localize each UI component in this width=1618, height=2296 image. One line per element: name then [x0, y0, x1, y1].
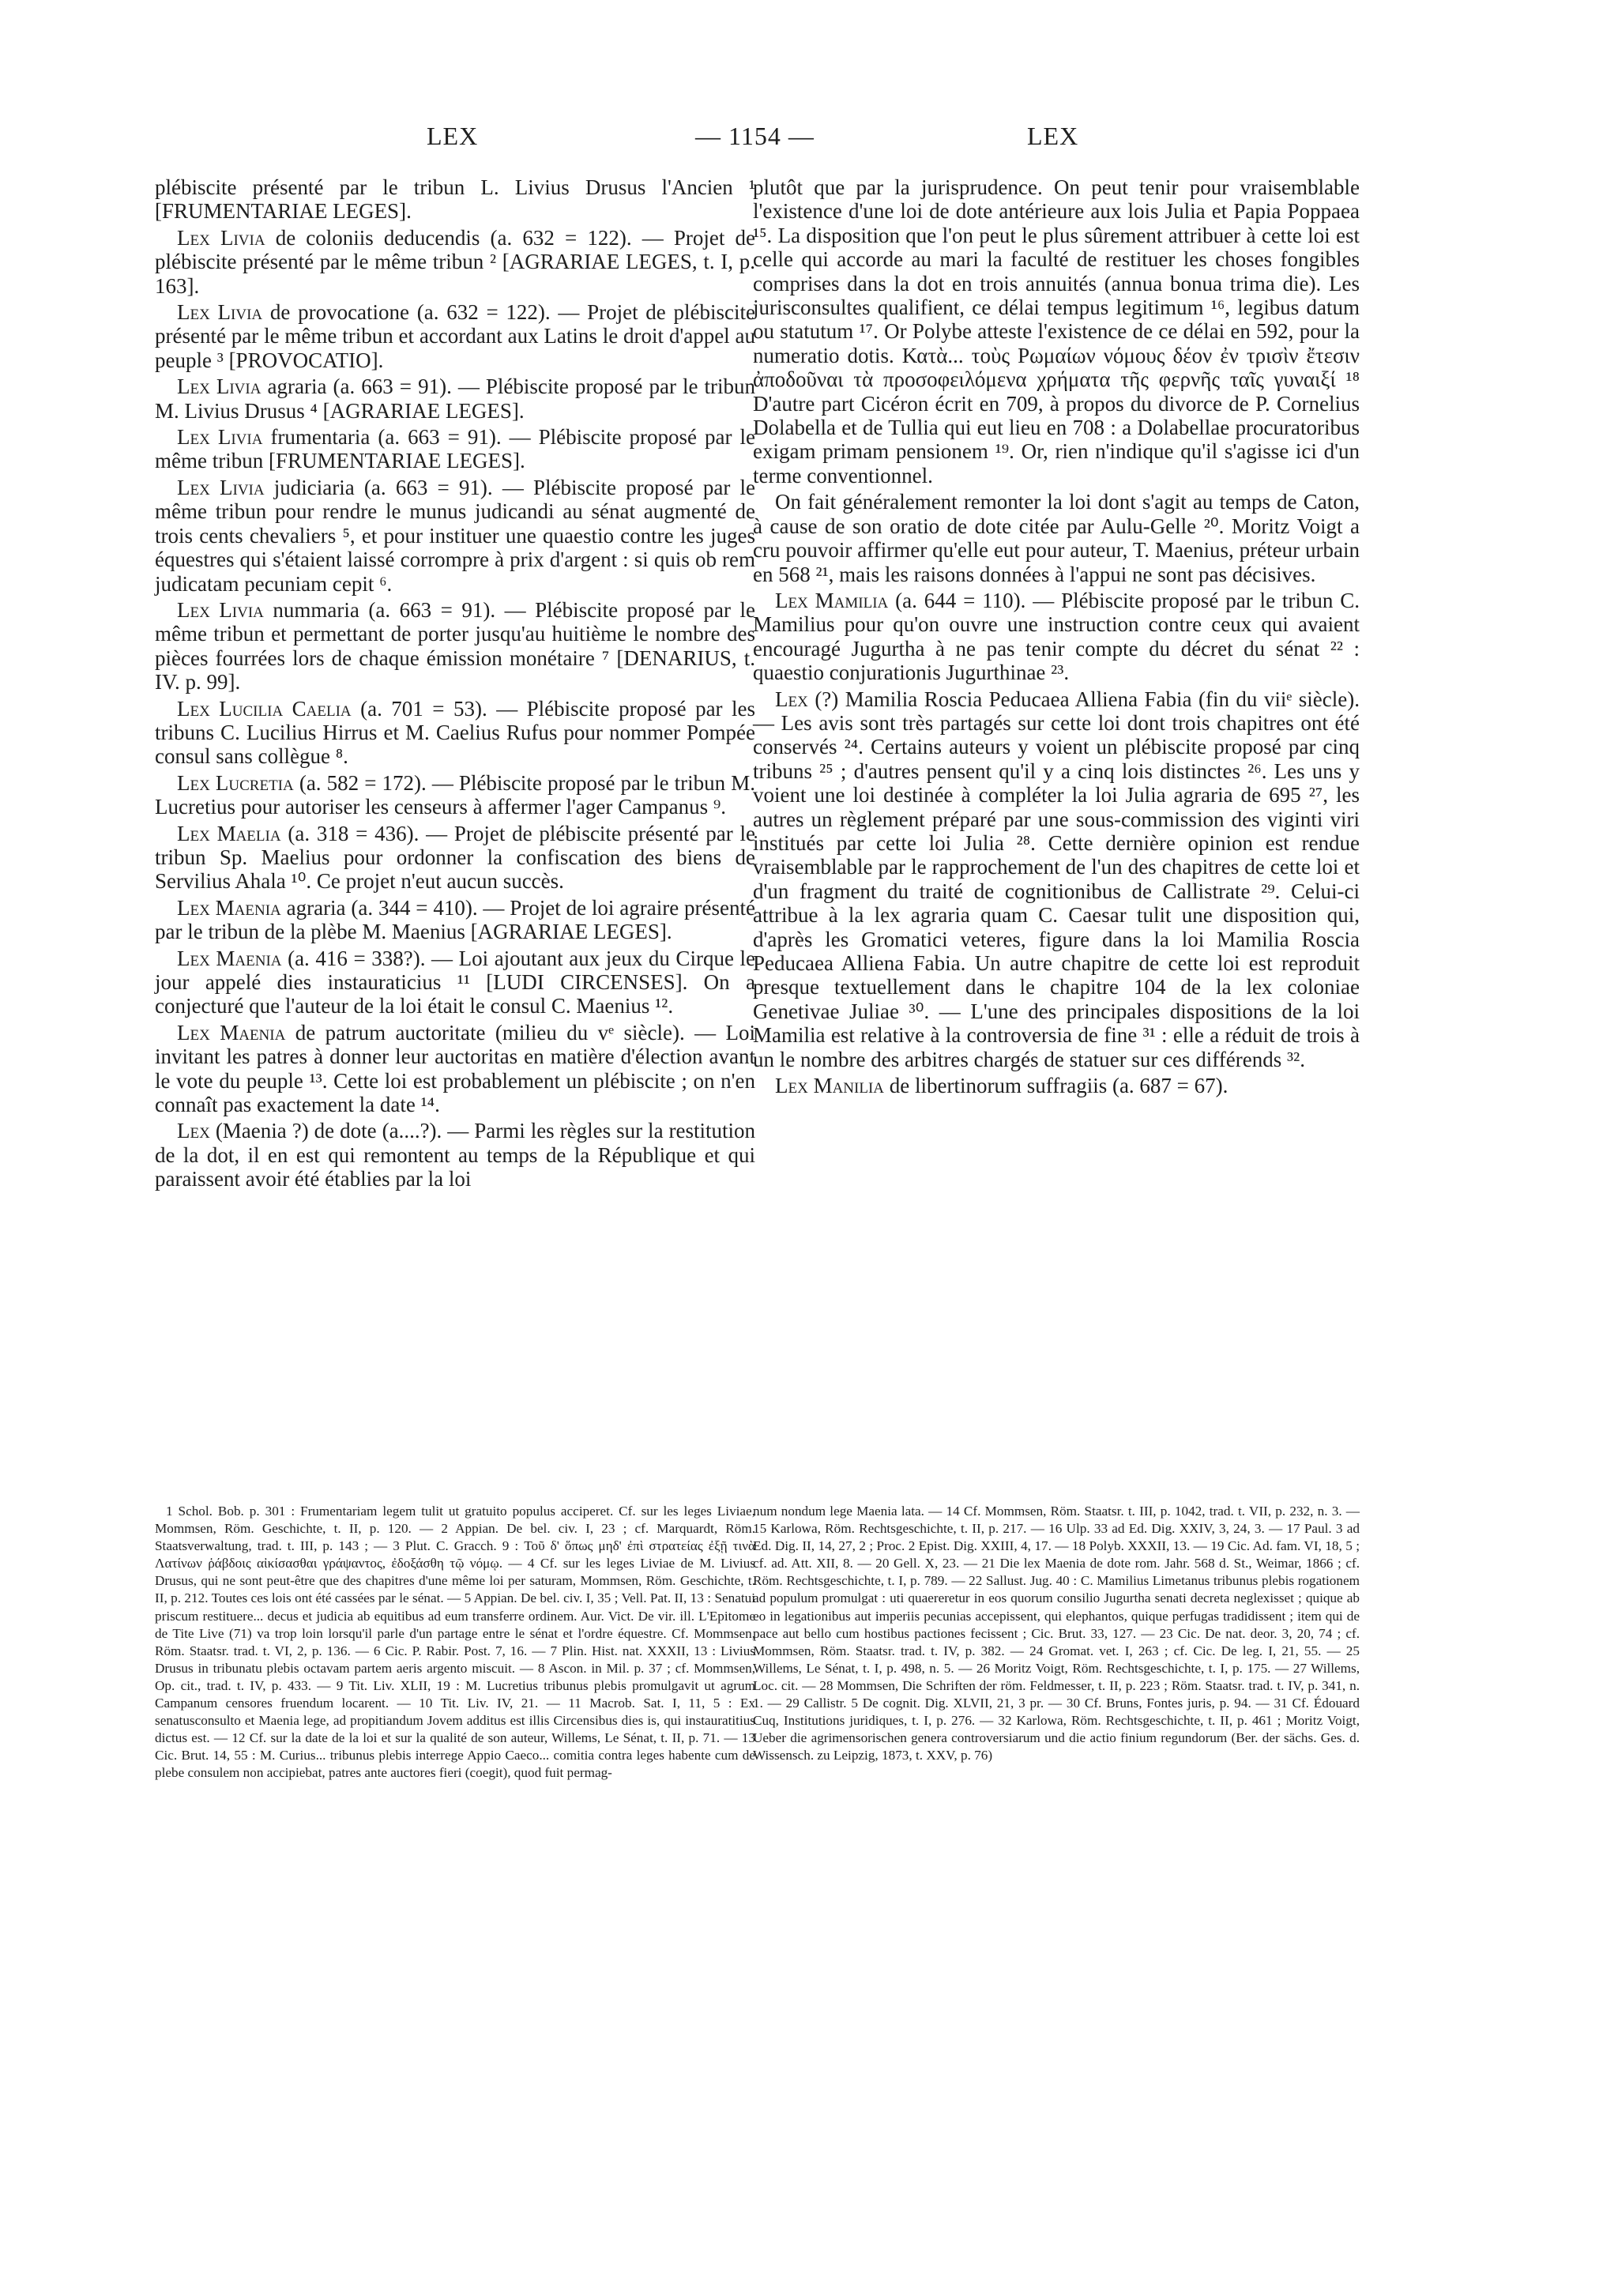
entry: Lex Maelia (a. 318 = 436). — Projet de plébiscite présenté par le tribun Sp. Maelius pour ordonner la confiscation des biens de Servilius Ahala ¹⁰. Ce projet n'eut aucun succès.	[155, 821, 755, 894]
header-right: LEX	[1027, 122, 1079, 150]
entry: Lex (Maenia ?) de dote (a....?). — Parmi les règles sur la restitution de la dot, il en est qui remontent au temps de la République et qui paraissent avoir été établies par la loi	[155, 1119, 756, 1191]
entry: Lex (?) Mamilia Roscia Peducaea Alliena Fabia (fin du viiᵉ siècle). — Les avis sont très partagés sur cette loi dont trois chapitres ont été conservés ²⁴. Certains auteurs y voient un plébiscite proposé par cinq tribuns ²⁵ ; d'autres pensent qu'il y a cinq lois distinctes ²⁶. Les uns y voient une loi destinée à compléter la loi Julia agraria de 695 ²⁷, les autres un règlement préparé par une sous-commission des viginti viri institués par cette loi Julia ²⁸. Cette dernière opinion est rendue vraisemblable par le rapprochement de l'un des chapitres de cette loi et d'un fragment du traité de cognitionibus de Callistrate ²⁹. Celui-ci attribue à la lex agraria quam C. Caesar tulit une disposition qui, d'après les Gromatici veteres, figure dans la loi Mamilia Roscia Peducaea Alliena Fabia. Un autre chapitre de cette loi est reproduit presque textuellement dans le chapitre 104 de la lex coloniae Genetivae Juliae ³⁰. — L'une des principales dispositions de la loi Mamilia est relative à la controversia de fine ³¹ : elle a réduit de trois à un le nombre des arbitres chargés de statuer sur ces différends ³².	[753, 687, 1360, 1071]
footnotes-right	[753, 1503, 1360, 1764]
entry: Lex Livia agraria (a. 663 = 91). — Plébiscite proposé par le tribun M. Livius Drusus ⁴ [AGRARIAE LEGES].	[155, 375, 756, 423]
page-number: — 1154 —	[695, 122, 815, 150]
entry: Lex Maenia de patrum auctoritate (milieu du vᵉ siècle). — Loi invitant les patres à donner leur auctoritas en matière d'élection avant le vote du peuple ¹³. Cette loi est probablement un plébiscite ; on n'en connaît pas exactement la date ¹⁴.	[155, 1020, 755, 1117]
entry: Lex Mamilia (a. 644 = 110). — Plébiscite proposé par le tribun C. Mamilius pour qu'on ouvre une instruction contre ceux qui avaient encouragé Jugurtha à ne pas tenir compte du décret du sénat ²² : quaestio conjurationis Jugurthinae ²³.	[753, 588, 1360, 685]
entry: Lex Livia de coloniis deducendis (a. 632 = 122). — Projet de plébiscite présenté par le même tribun ² [AGRARIAE LEGES, t. I, p. 163].	[155, 225, 755, 298]
entry: Lex Livia de provocatione (a. 632 = 122). — Projet de plébiscite présenté par le même tribun et accordant aux Latins le droit d'appel au peuple ³ [PROVOCATIO].	[155, 300, 755, 372]
footnote-block: num nondum lege Maenia lata. — 14 Cf. Mommsen, Röm. Staatsr. t. III, p. 1042, trad. t. VII, p. 232, n. 3. — 15 Karlowa, Röm. Rechtsgeschichte, t. II, p. 217. — 16 Ulp. 33 ad Ed. Dig. XXIV, 3, 24, 3. — 17 Paul. 3 ad Ed. Dig. II, 14, 27, 2 ; Proc. 2 Epist. Dig. XXIII, 4, 17. — 18 Polyb. XXXII, 13. — 19 Cic. Ad. fam. VI, 18, 5 ; cf. ad. Att. XII, 8. — 20 Gell. X, 23. — 21 Die lex Maenia de dote rom. Jahr. 568 d. St., Weimar, 1866 ; cf. Röm. Rechtsgeschichte, t. I, p. 789. — 22 Sallust. Jug. 40 : C. Mamilius Limetanus tribunus plebis rogationem ad populum promulgat : uti quaereretur in eos quorum consilio Jugurtha senati decreta neglexisset ; quique ab eo in legationibus aut imperiis pecunias accepissent, qui elephantos, quique perfugas tradidissent ; item qui de pace aut bello cum hostibus pactiones fecissent ; Cic. Brut. 33, 127. — 23 Cic. De nat. deor. 3, 20, 74 ; cf. Mommsen, Röm. Staatsr. trad. t. IV, p. 382. — 24 Gromat. vet. I, 263 ; cf. Cic. De leg. I, 21, 55. — 25 Willems, Le Sénat, t. I, p. 498, n. 5. — 26 Moritz Voigt, Röm. Rechtsgeschichte, t. I, p. 175. — 27 Willems, Loc. cit. — 28 Mommsen, Die Schriften der röm. Feldmesser, t. II, p. 223 ; Röm. Staatsr. trad. t. IV, p. 341, n. 1. — 29 Callistr. 5 De cognit. Dig. XLVII, 21, 3 pr. — 30 Cf. Bruns, Fontes juris, p. 94. — 31 Cf. Édouard Cuq, Institutions juridiques, t. I, p. 276. — 32 Karlowa, Röm. Rechtsgeschichte, t. II, p. 461 ; Moritz Voigt, Ueber die agrimensorischen genera controversiarum und die actio finium regundorum (Ber. der sächs. Ges. d. Wissensch. zu Leipzig, 1873, t. XXV, p. 76)	[753, 1504, 1360, 1763]
entry-continuation: plébiscite présenté par le tribun L. Livius Drusus l'Ancien ¹ [FRUMENTARIAE LEGES].	[155, 175, 755, 224]
entry: Lex Lucretia (a. 582 = 172). — Plébiscite proposé par le tribun M. Lucretius pour autoriser les censeurs à affermer l'ager Campanus ⁹.	[155, 770, 756, 819]
right-column	[753, 175, 1360, 1100]
entry: Lex Manilia de libertinorum suffragiis (a. 687 = 67).	[775, 1074, 1229, 1098]
footnote-block: 1 Schol. Bob. p. 301 : Frumentariam legem tulit ut gratuito populus acciperet. Cf. sur les leges Liviae, Mommsen, Röm. Geschichte, t. II, p. 120. — 2 Appian. De bel. civ. I, 23 ; cf. Marquardt, Röm. Staatsverwaltung, trad. t. III, p. 143 ; — 3 Plut. C. Gracch. 9 : Τοῦ δ' ὅπως μηδ' ἐπὶ στρατείας ἐξῇ τινὰ Λατίνων ῥάβδοις αἰκίσασθαι γράψαντος, ἐδοξάσθη τῷ νόμῳ. — 4 Cf. sur les leges Liviae de M. Livius Drusus, qui ne sont peut-être que des chapitres d'une même loi per saturam, Mommsen, Röm. Geschichte, t. II, p. 212. Toutes ces lois ont été cassées par le sénat. — 5 Appian. De bel. civ. I, 35 ; Vell. Pat. II, 13 : Senatui priscum restituere... decus et judicia ab equitibus ad eum transferre ordinem. Aur. Vict. De vir. ill. L'Epitome de Tite Live (71) va trop loin lorsqu'il parle d'un partage entre le sénat et l'ordre équestre. Cf. Mommsen, Röm. Staatsr. trad. t. VI, 2, p. 136. — 6 Cic. P. Rabir. Post. 7, 16. — 7 Plin. Hist. nat. XXXII, 13 : Livius Drusus in tribunatu plebis octavam partem aeris argento miscuit. — 8 Ascon. in Mil. p. 37 ; cf. Mommsen, Op. cit., trad. t. IV, p. 433. — 9 Tit. Liv. XLII, 19 : M. Lucretius tribunus plebis promulgavit ut agrum Campanum censores fruendum locarent. — 10 Tit. Liv. IV, 21. — 11 Macrob. Sat. I, 11, 5 : Ex senatusconsulto et Maenia lege, ad propitiandum Jovem additus est illis Circensibus dies is, qui instauratitius dictus est. — 12 Cf. sur la date de la loi et sur la qualité de son auteur, Willems, Le Sénat, t. II, p. 71. — 13 Cic. Brut. 14, 55 : M. Curius... tribunus plebis interrege Appio Caeco... comitia contra leges habente cum de plebe consulem non accipiebat, patres ante auctores fieri (coegit), quod fuit permag-	[155, 1504, 755, 1781]
entry-continuation: plutôt que par la jurisprudence. On peut tenir pour vraisemblable l'existence d'une loi de dote antérieure aux lois Julia et Papia Poppaea ¹⁵. La disposition que l'on peut le plus sûrement attribuer à cette loi est celle qui accorde au mari la faculté de restituer les choses fongibles comprises dans la dot en trois annuités (annua bonua trima die). Les jurisconsultes qualifient, ce délai tempus legitimum ¹⁶, legibus datum ou statutum ¹⁷. Or Polybe atteste l'existence de ce délai en 592, pour la numeratio dotis. Κατὰ... τοὺς Ρωμαίων νόμους δέον ἐν τρισὶν ἔτεσιν ἀποδοῦναι τὰ προσοφειλόμενα χρήματα τῆς φερνῆς ταῖς γυναιξί ¹⁸ D'autre part Cicéron écrit en 709, à propos du divorce de P. Cornelius Dolabella et de Tullia qui eut lieu en 708 : a Dolabellae procuratoribus exigam primam pensionem ¹⁹. Or, rien n'indique qu'il s'agisse ici d'un terme conventionnel.	[753, 175, 1360, 487]
left-column	[155, 175, 755, 1194]
entry: Lex Livia nummaria (a. 663 = 91). — Plébiscite proposé par le même tribun et permettant de porter jusqu'au huitième le nombre des pièces fourrées lors de chaque émission monétaire ⁷ [DENARIUS, t. IV. p. 99].	[155, 597, 755, 694]
entry: Lex Livia frumentaria (a. 663 = 91). — Plébiscite proposé par le même tribun [FRUMENTARIAE LEGES].	[155, 425, 756, 473]
entry: Lex Lucilia Caelia (a. 701 = 53). — Plébiscite proposé par les tribuns C. Lucilius Hirrus et M. Caelius Rufus pour nommer Pompée consul sans collègue ⁸.	[155, 696, 756, 769]
paragraph: On fait généralement remonter la loi dont s'agit au temps de Caton, à cause de son oratio de dote citée par Aulu-Gelle ²⁰. Moritz Voigt a cru pouvoir affirmer qu'elle eut pour auteur, T. Maenius, préteur urbain en 568 ²¹, mais les raisons données à l'appui ne sont pas décisives.	[753, 490, 1360, 586]
entry: Lex Livia judiciaria (a. 663 = 91). — Plébiscite proposé par le même tribun pour rendre le munus judicandi au sénat augmenté de trois cents chevaliers ⁵, et pour instituer une quaestio contre les juges équestres qui s'étaient laissé corrompre à prix d'argent : si quis ob rem judicatam pecuniam cepit ⁶.	[155, 475, 755, 596]
header-left: LEX	[427, 122, 479, 150]
footnotes-left	[155, 1503, 755, 1782]
running-header	[0, 122, 1618, 161]
entry: Lex Maenia (a. 416 = 338?). — Loi ajoutant aux jeux du Cirque le jour appelé dies instauraticius ¹¹ [LUDI CIRCENSES]. On a conjecturé que l'auteur de la loi était le consul C. Maenius ¹².	[155, 946, 755, 1018]
entry: Lex Maenia agraria (a. 344 = 410). — Projet de loi agraire présenté par le tribun de la plèbe M. Maenius [AGRARIAE LEGES].	[155, 895, 755, 944]
